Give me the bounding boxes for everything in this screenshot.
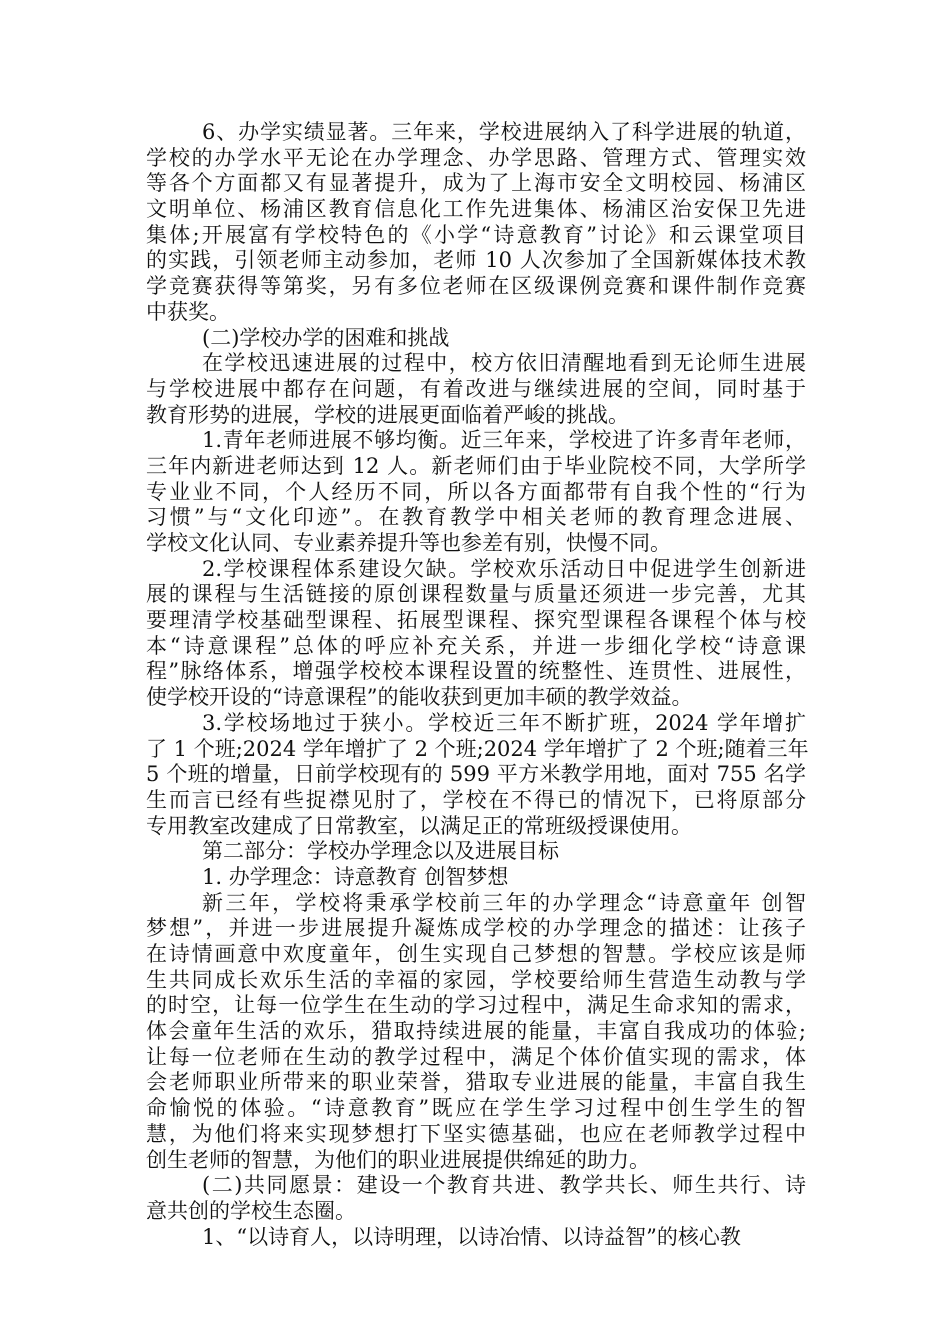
- text-line: 教育形势的进展，学校的进展更面临着严峻的挑战。: [146, 402, 629, 427]
- paragraph-p-curriculum: [146, 557, 806, 711]
- text-line: (二)学校办学的困难和挑战: [202, 325, 450, 350]
- text-line: 体会童年生活的欢乐，猎取持续进展的能量，丰富自我成功的体验;: [146, 1019, 806, 1044]
- paragraph-p-space: [146, 710, 809, 839]
- text-line: 在诗情画意中欢度童年，创生实现自己梦想的智慧。学校应该是师: [146, 942, 806, 966]
- text-line: 让每一位老师在生动的教学过程中，满足个体价值实现的需求，体: [146, 1044, 806, 1069]
- paragraph-p-philosophy: [146, 891, 806, 1174]
- text-line: 会老师职业所带来的职业荣誉，猎取专业进展的能量，丰富自我生: [146, 1070, 806, 1095]
- text-line: 1.青年老师进展不够均衡。近三年来，学校进了许多青年老师，: [202, 428, 806, 453]
- text-line: 2.学校课程体系建设欠缺。学校欢乐活动日中促进学生创新进: [202, 556, 806, 581]
- text-line: 集体;开展富有学校特色的《小学“诗意教育”讨论》和云课堂项目: [146, 222, 806, 247]
- text-line: 在学校迅速进展的过程中，校方依旧清醒地看到无论师生进展: [202, 351, 806, 376]
- text-line: 慧，为他们将来实现梦想打下坚实德基础，也应在老师教学过程中: [146, 1121, 806, 1146]
- text-line: 创生老师的智慧，为他们的职业进展提供绵延的助力。: [146, 1147, 650, 1172]
- text-line: 与学校进展中都存在问题，有着改进与继续进展的空间，同时基于: [146, 376, 806, 401]
- text-line: 1、“以诗育人，以诗明理，以诗冶情、以诗益智”的核心教: [202, 1224, 741, 1249]
- text-line: 第二部分：学校办学理念以及进展目标: [202, 839, 559, 864]
- text-line: 3.学校场地过于狭小。学校近三年不断扩班，2024 学年增扩: [202, 710, 806, 735]
- text-line: 使学校开设的“诗意课程”的能收获到更加丰硕的教学效益。: [146, 685, 693, 710]
- text-line: 生而言已经有些捉襟见肘了，学校在不得已的情况下，已将原部分: [146, 787, 806, 812]
- paragraph-p-intro: [146, 351, 806, 428]
- text-line: 意共创的学校生态圈。: [146, 1198, 356, 1223]
- document-body: [146, 120, 809, 1250]
- text-line: 命愉悦的体验。“诗意教育”既应在学生学习过程中创生学生的智: [146, 1096, 806, 1121]
- text-line: 6、办学实绩显著。三年来，学校进展纳入了科学进展的轨道，: [202, 120, 806, 144]
- text-line: 程”脉络体系，增强学校校本课程设置的统整性、连贯性、进展性，: [146, 659, 806, 684]
- text-line: 生共同成长欢乐生活的幸福的家园，学校要给师生营造生动教与学: [146, 967, 806, 992]
- paragraph-p-core: [146, 1225, 806, 1251]
- text-line: 学校文化认同、专业素养提升等也参差有别，快慢不同。: [146, 531, 671, 555]
- text-line: 习惯”与“文化印迹”。在教育教学中相关老师的教育理念进展、: [146, 505, 806, 530]
- paragraph-p-vision: [146, 1173, 806, 1224]
- paragraph-h-philosophy: [146, 865, 806, 891]
- text-line: 三年内新进老师达到 12 人。新老师们由于毕业院校不同，大学所学: [146, 453, 806, 478]
- text-line: 要理清学校基础型课程、拓展型课程、探究型课程各课程个体与校: [146, 608, 806, 633]
- text-line: 本“诗意课程”总体的呼应补充关系，并进一步细化学校“诗意课: [146, 633, 806, 658]
- paragraph-h-part2: [146, 839, 806, 865]
- text-line: 专业业不同，个人经历不同，所以各方面都带有自我个性的“行为: [146, 479, 806, 504]
- text-line: 学竞赛获得等第奖，另有多位老师在区级课例竞赛和课件制作竞赛: [146, 274, 806, 299]
- text-line: 文明单位、杨浦区教育信息化工作先进集体、杨浦区治安保卫先进: [146, 197, 806, 222]
- text-line: 的时空，让每一位学生在生动的学习过程中，满足生命求知的需求，: [146, 993, 806, 1018]
- text-line: 新三年，学校将秉承学校前三年的办学理念“诗意童年 创智: [202, 890, 806, 915]
- text-line: 5 个班的增量，日前学校现有的 599 平方米教学用地，面对 755 名学: [146, 762, 806, 787]
- text-line: 1. 办学理念：诗意教育 创智梦想: [202, 864, 509, 889]
- text-line: (二)共同愿景：建设一个教育共进、教学共长、师生共行、诗: [202, 1173, 806, 1198]
- paragraph-h-difficulties: [146, 326, 806, 352]
- text-line: 学校的办学水平无论在办学理念、办学思路、管理方式、管理实效: [146, 145, 806, 170]
- text-line: 梦想”，并进一步进展提升凝炼成学校的办学理念的描述：让孩子: [146, 916, 806, 941]
- paragraph-p-teachers: [146, 428, 806, 556]
- text-line: 专用教室改建成了日常教室，以满足正的常班级授课使用。: [146, 813, 692, 838]
- text-line: 的实践，引领老师主动参加，老师 10 人次参加了全国新媒体技术教: [146, 248, 806, 273]
- text-line: 展的课程与生活链接的原创课程数量与质量还须进一步完善，尤其: [146, 582, 806, 607]
- text-line: 等各个方面都又有显著提升，成为了上海市安全文明校园、杨浦区: [146, 171, 806, 196]
- text-line: 了 1 个班;2024 学年增扩了 2 个班;2024 学年增扩了 2 个班;随着三年: [146, 736, 809, 761]
- text-line: 中获奖。: [146, 299, 230, 324]
- paragraph-p-achievements: [146, 120, 806, 326]
